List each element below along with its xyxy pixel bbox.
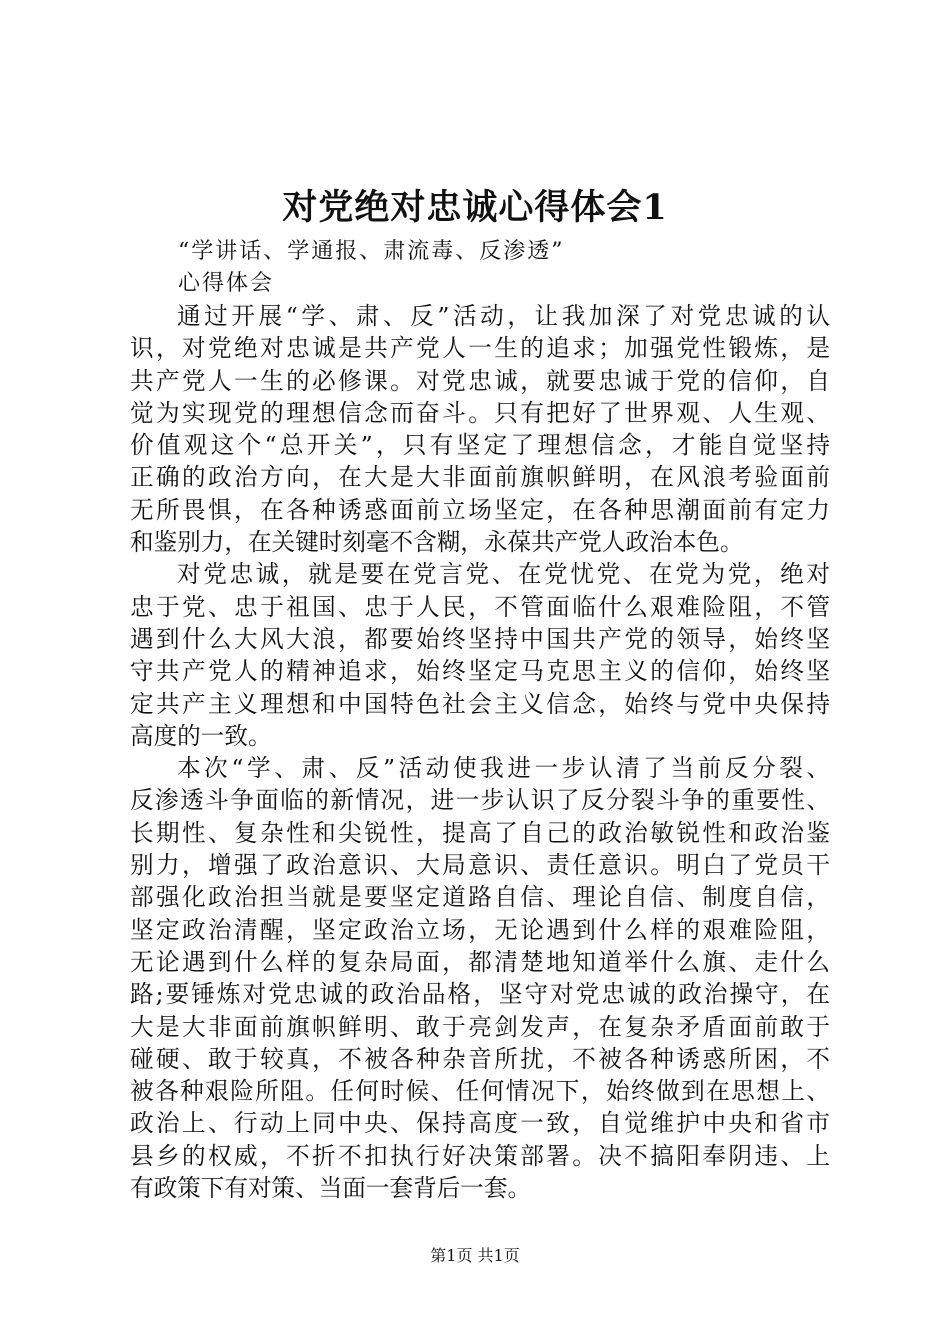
paragraph-line: 长期性、复杂性和尖锐性，提高了自己的政治敏锐性和政治鉴: [130, 818, 830, 847]
paragraph-line: 价值观这个“总开关”，只有坚定了理想信念，才能自觉坚持: [130, 431, 830, 460]
paragraph-line: 被各种艰险所阻。任何时候、任何情况下，始终做到在思想上、: [130, 1077, 830, 1106]
paragraph-line: 路;要锤炼对党忠诚的政治品格，坚守对党忠诚的政治操守，在: [130, 980, 830, 1009]
paragraph-line: 识，对党绝对忠诚是共产党人一生的追求；加强党性锻炼，是: [130, 334, 830, 363]
paragraph: [130, 752, 830, 1204]
paragraph-line: 本次“学、肃、反”活动使我进一步认清了当前反分裂、: [177, 754, 830, 783]
paragraph-line: 正确的政治方向，在大是大非面前旗帜鲜明，在风浪考验面前: [130, 463, 830, 492]
paragraph: [130, 558, 830, 752]
paragraph-line: 遇到什么大风大浪，都要始终坚持中国共产党的领导，始终坚: [130, 624, 830, 653]
paragraph-line: 和鉴别力，在关键时刻毫不含糊，永葆共产党人政治本色。: [130, 528, 744, 557]
paragraph: [130, 300, 830, 558]
paragraph-line: 觉为实现党的理想信念而奋斗。只有把好了世界观、人生观、: [130, 398, 830, 427]
paragraph-line: 定共产主义理想和中国特色社会主义信念，始终与党中央保持: [130, 689, 830, 718]
paragraph-line: 坚定政治清醒，坚定政治立场，无论遇到什么样的艰难险阻，: [130, 915, 830, 944]
paragraph-line: 政治上、行动上同中央、保持高度一致，自觉维护中央和省市: [130, 1109, 830, 1138]
paragraph-line: 忠于党、忠于祖国、忠于人民，不管面临什么艰难险阻，不管: [130, 592, 830, 621]
document-title: 对党绝对忠诚心得体会1: [282, 187, 668, 228]
paragraph-line: 县乡的权威，不折不扣执行好决策部署。决不搞阳奉阴违、上: [130, 1141, 830, 1170]
document-subtitle-line2: 心得体会: [178, 271, 275, 296]
paragraph-line: 通过开展“学、肃、反”活动，让我加深了对党忠诚的认: [177, 302, 830, 330]
paragraph-line: 无所畏惧，在各种诱惑面前立场坚定，在各种思潮面前有定力: [130, 495, 830, 524]
page-footer: 第1页 共1页: [430, 1246, 520, 1265]
paragraph-line: 别力，增强了政治意识、大局意识、责任意识。明白了党员干: [130, 851, 830, 880]
paragraph-line: 守共产党人的精神追求，始终坚定马克思主义的信仰，始终坚: [130, 657, 830, 686]
document-body: [130, 300, 830, 1204]
paragraph-line: 碰硬、敢于较真，不被各种杂音所扰，不被各种诱惑所困，不: [130, 1044, 830, 1073]
paragraph-line: 部强化政治担当就是要坚定道路自信、理论自信、制度自信，: [130, 883, 830, 912]
paragraph-line: 无论遇到什么样的复杂局面，都清楚地知道举什么旗、走什么: [130, 947, 830, 976]
paragraph-line: 大是大非面前旗帜鲜明、敢于亮剑发声，在复杂矛盾面前敢于: [130, 1012, 830, 1041]
paragraph-line: 高度的一致。: [130, 721, 272, 750]
document-subtitle-line1: “学讲话、学通报、肃流毒、反渗透”: [178, 239, 565, 264]
paragraph-line: 有政策下有对策、当面一套背后一套。: [130, 1174, 532, 1203]
paragraph-line: 反渗透斗争面临的新情况，进一步认识了反分裂斗争的重要性、: [130, 786, 830, 815]
paragraph-line: 对党忠诚，就是要在党言党、在党忧党、在党为党，绝对: [177, 560, 830, 589]
paragraph-line: 共产党人一生的必修课。对党忠诚，就要忠诚于党的信仰，自: [130, 366, 830, 395]
